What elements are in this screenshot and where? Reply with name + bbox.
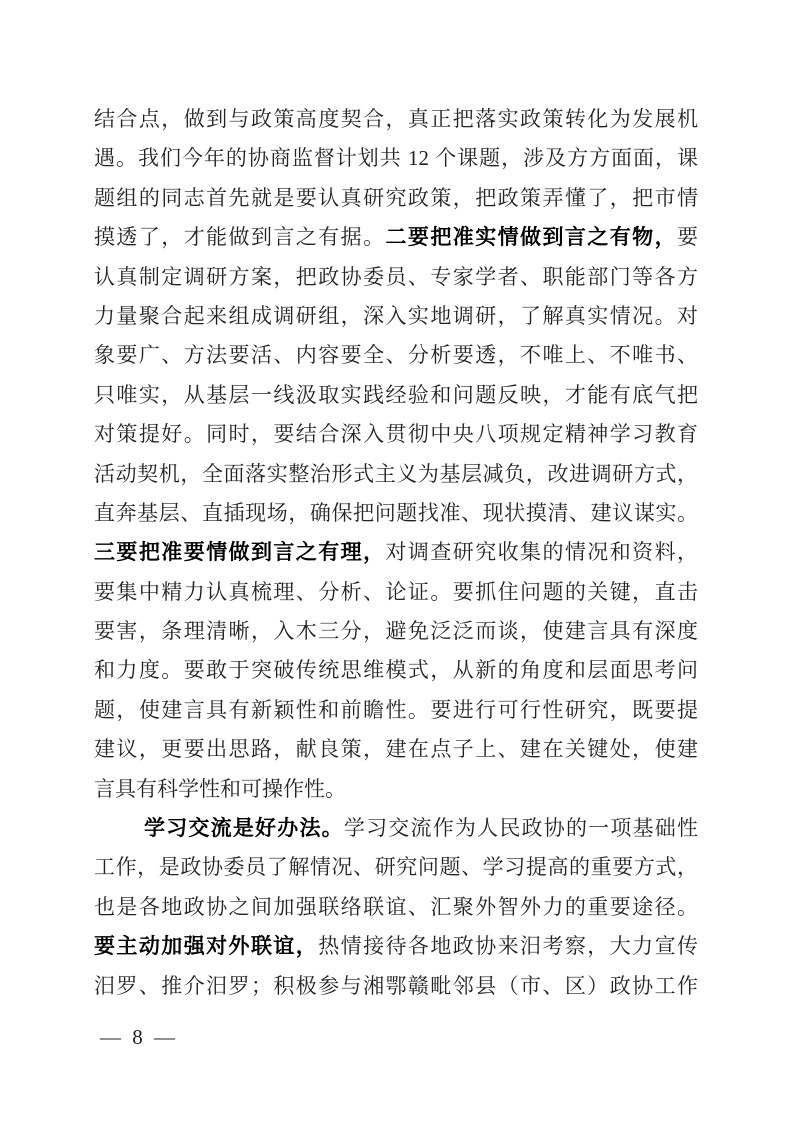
text-run: 也是各地政协之间加强联络联谊、汇聚外智外力的重要途径。 xyxy=(94,894,698,919)
text-run: 对调查研究收集的情况和资料， xyxy=(385,540,698,565)
bold-emphasis-run: 要主动加强对外联谊， xyxy=(94,934,319,959)
text-run: 要害，条理清晰，入木三分，避免泛泛而谈，使建言具有深度 xyxy=(94,619,698,644)
bold-emphasis-run: 二要把准实情做到言之有物， xyxy=(385,225,677,250)
text-run: 直奔基层、直插现场，确保把问题找准、现状摸清、建议谋实。 xyxy=(94,500,698,525)
text-run: 要 xyxy=(677,225,698,250)
text-run: 只唯实，从基层一线汲取实践经验和问题反映，才能有底气把 xyxy=(94,382,698,407)
text-line xyxy=(94,730,698,769)
text-run: 言具有科学性和可操作性。 xyxy=(94,776,346,801)
text-run: 工作，是政协委员了解情况、研究问题、学习提高的重要方式， xyxy=(94,855,698,880)
text-line xyxy=(94,848,698,887)
bold-emphasis-run: 三要把准要情做到言之有理， xyxy=(94,540,386,565)
text-line xyxy=(94,139,698,178)
text-run: 题组的同志首先就是要认真研究政策，把政策弄懂了，把市情 xyxy=(94,185,698,210)
text-run: 建议，更要出思路，献良策，建在点子上、建在关键处，使建 xyxy=(94,737,698,762)
text-line xyxy=(94,691,698,730)
text-line xyxy=(94,336,698,375)
text-run: 摸透了，才能做到言之有据。 xyxy=(94,225,386,250)
text-run: 和力度。要敢于突破传统思维模式，从新的角度和层面思考问 xyxy=(94,658,698,683)
text-line xyxy=(94,100,698,139)
text-run: 遇。我们今年的协商监督计划共 12 个课题，涉及方方面面，课 xyxy=(94,146,698,171)
text-line xyxy=(94,927,698,966)
text-line xyxy=(94,651,698,690)
text-line xyxy=(94,809,698,848)
text-line xyxy=(94,297,698,336)
text-line xyxy=(94,455,698,494)
text-line xyxy=(94,612,698,651)
text-line xyxy=(94,770,698,809)
text-line xyxy=(94,533,698,572)
page-number: — 8 — xyxy=(100,1025,178,1049)
text-run: 对策提好。同时，要结合深入贯彻中央八项规定精神学习教育 xyxy=(94,422,698,447)
text-line xyxy=(94,573,698,612)
text-line xyxy=(94,494,698,533)
text-run: 热情接待各地政协来汨考察，大力宣传 xyxy=(318,934,698,959)
text-line xyxy=(94,415,698,454)
text-run: 结合点，做到与政策高度契合，真正把落实政策转化为发展机 xyxy=(94,107,698,131)
text-line xyxy=(94,967,698,1006)
text-run: 题，使建言具有新颖性和前瞻性。要进行可行性研究，既要提 xyxy=(94,697,698,722)
text-line xyxy=(94,179,698,218)
text-run: 学习交流作为人民政协的一项基础性 xyxy=(343,816,698,841)
text-line xyxy=(94,218,698,257)
text-line xyxy=(94,888,698,927)
text-run: 象要广、方法要活、内容要全、分析要透，不唯上、不唯书、 xyxy=(94,343,698,368)
bold-emphasis-run: 学习交流是好办法。 xyxy=(144,816,344,841)
text-line xyxy=(94,376,698,415)
text-run: 要集中精力认真梳理、分析、论证。要抓住问题的关键，直击 xyxy=(94,579,698,604)
text-run: 认真制定调研方案，把政协委员、专家学者、职能部门等各方 xyxy=(94,264,698,289)
text-line xyxy=(94,258,698,297)
text-run: 活动契机，全面落实整治形式主义为基层减负，改进调研方式， xyxy=(94,461,698,486)
text-run: 汨罗、推介汨罗；积极参与湘鄂赣毗邻县（市、区）政协工作 xyxy=(94,973,698,998)
text-run: 力量聚合起来组成调研组，深入实地调研，了解真实情况。对 xyxy=(94,303,698,328)
document-body xyxy=(94,100,698,1006)
